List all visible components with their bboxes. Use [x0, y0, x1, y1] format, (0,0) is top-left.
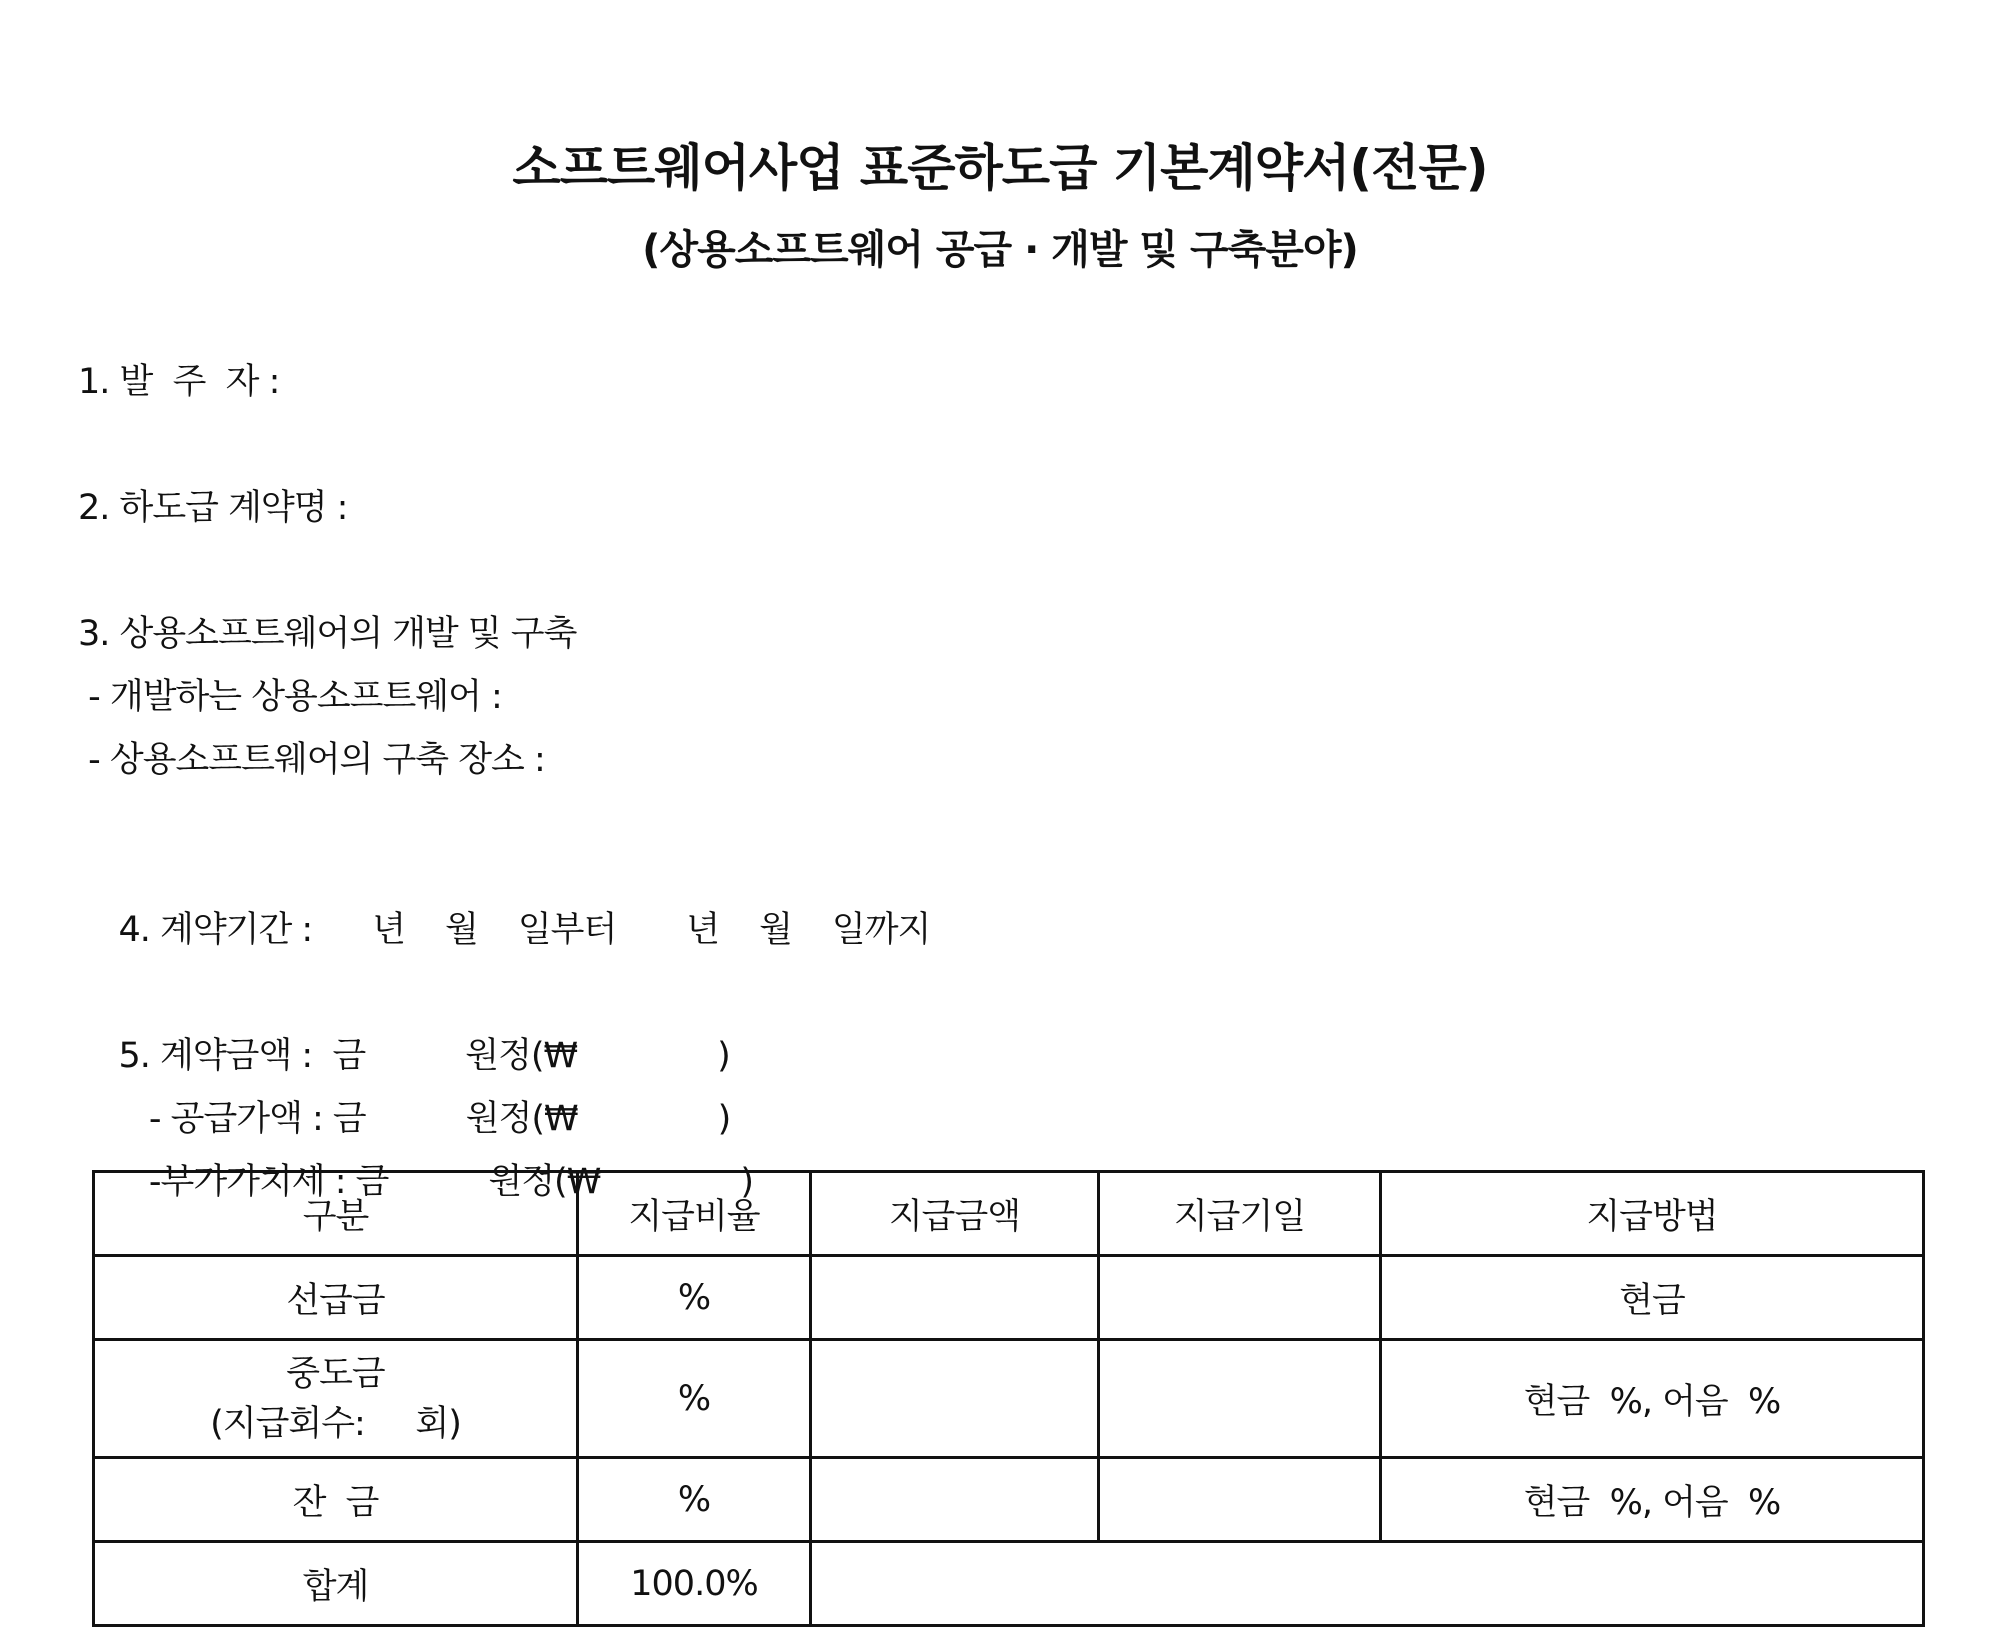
cell-amount: [811, 1458, 1099, 1542]
cell-total-empty: [811, 1542, 1924, 1626]
orderer-line: 1. 발 주 자 :: [78, 362, 280, 402]
period-month-end: 월: [759, 910, 792, 950]
document-subtitle: (상용소프트웨어 공급 · 개발 및 구축분야): [642, 227, 1358, 273]
cell-method: 현금 %, 어음 %: [1381, 1458, 1924, 1542]
supply-won: 원정(₩: [465, 1099, 578, 1139]
period-day-start: 일부터: [517, 910, 617, 950]
cell-amount: [811, 1256, 1099, 1340]
table-row-total: [94, 1542, 1924, 1626]
cell-method: 현금 %, 어음 %: [1381, 1340, 1924, 1458]
cell-ratio: %: [578, 1340, 811, 1458]
cell-total-label: 합계: [94, 1542, 578, 1626]
payment-table-header: [94, 1172, 1924, 1256]
amount-close: ): [717, 1036, 730, 1076]
cell-amount: [811, 1340, 1099, 1458]
period-label: 4. 계약기간 :: [118, 910, 313, 950]
cell-date: [1099, 1256, 1381, 1340]
header-ratio: 지급비율: [578, 1172, 811, 1256]
header-date: 지급기일: [1099, 1172, 1381, 1256]
cell-ratio: %: [578, 1458, 811, 1542]
cell-date: [1099, 1340, 1381, 1458]
development-location-line: - 상용소프트웨어의 구축 장소 :: [78, 740, 545, 780]
cell-category: 선급금: [94, 1256, 578, 1340]
cell-ratio: %: [578, 1256, 811, 1340]
contract-name-line: 2. 하도급 계약명 :: [78, 488, 348, 528]
cell-category-sub: (지급회수: 회): [210, 1403, 461, 1444]
header-method: 지급방법: [1381, 1172, 1924, 1256]
amount-label: 5. 계약금액 : 금: [118, 1036, 366, 1076]
cell-category: 잔 금: [94, 1458, 578, 1542]
development-heading: 3. 상용소프트웨어의 개발 및 구축: [78, 614, 577, 654]
supply-label: - 공급가액 : 금: [118, 1099, 366, 1139]
cell-category-main: 중도금: [286, 1353, 385, 1394]
amount-won: 원정(₩: [465, 1036, 578, 1076]
document-title: 소프트웨어사업 표준하도급 기본계약서(전문): [512, 139, 1488, 197]
header-category: 구분: [94, 1172, 578, 1256]
cell-category: [94, 1340, 578, 1458]
period-day-end: 일까지: [831, 910, 931, 950]
supply-close: ): [717, 1099, 731, 1139]
table-row-interim: [94, 1340, 1924, 1458]
period-month-start: 월: [445, 910, 478, 950]
header-amount: 지급금액: [811, 1172, 1099, 1256]
vat-label: -부가가치세 : 금: [118, 1162, 389, 1202]
vat-close: ): [740, 1162, 753, 1202]
period-year-end: 년: [686, 910, 720, 950]
vat-won: 원정(₩: [488, 1162, 601, 1202]
table-row-balance: [94, 1458, 1924, 1542]
cell-date: [1099, 1458, 1381, 1542]
development-software-line: - 개발하는 상용소프트웨어 :: [78, 677, 502, 717]
period-year-start: 년: [372, 910, 406, 950]
cell-total-ratio: 100.0%: [578, 1542, 811, 1626]
contract-period-line: [78, 864, 930, 996]
table-row-advance: [94, 1256, 1924, 1340]
payment-table: [92, 1170, 1925, 1627]
cell-method: 현금: [1381, 1256, 1924, 1340]
